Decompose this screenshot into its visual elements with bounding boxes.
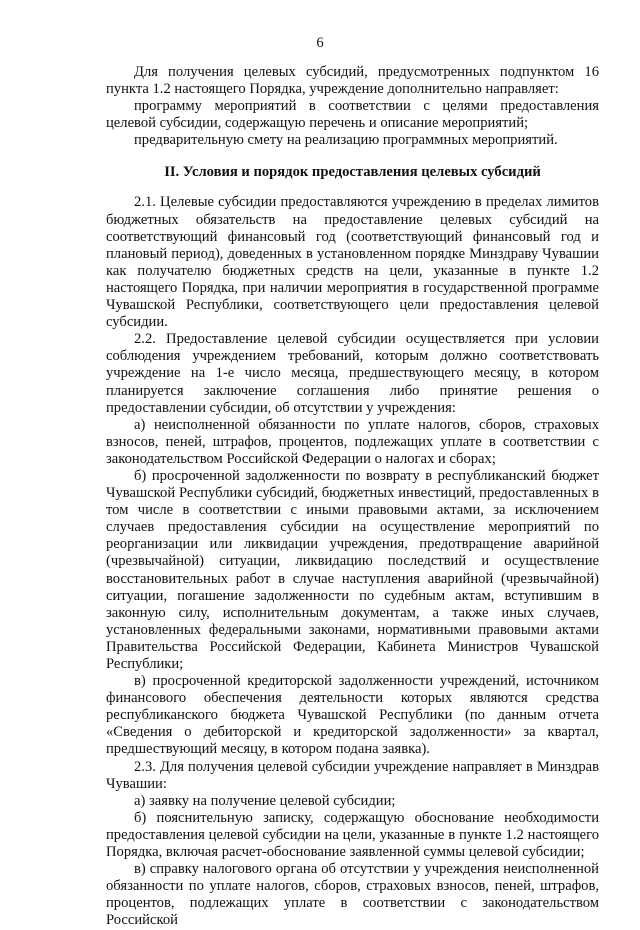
paragraph-program: программу мероприятий в соответствии с целями предоставления целевой субсидии, содержащую перечень и описание мероприятий;: [106, 98, 599, 132]
paragraph-2-3: 2.3. Для получения целевой субсидии учреждение направляет в Минздрав Чувашии:: [106, 758, 599, 792]
page-number: 6: [316, 35, 324, 51]
paragraph-2-2: 2.2. Предоставление целевой субсидии осуществляется при условии соблюдения учреждением требований, которым должно соответствовать учреждение на 1-е число месяца, предшествующего месяцу, в котором планируется заключение соглашения либо принятие решения о предоставлении субсидии, об отсутствии у учреждения:: [106, 331, 599, 416]
paragraph-2-3-v: в) справку налогового органа об отсутствии у учреждения неисполненной обязанности по уплате налогов, сборов, страховых взносов, пеней, штрафов, процентов, подлежащих уплате в соответствии с законодательством Российской: [106, 861, 599, 929]
paragraph-2-3-b: б) пояснительную записку, содержащую обоснование необходимости предоставления целевой субсидии на цели, указанные в пункте 1.2 настоящего Порядка, включая расчет-обоснование заявленной суммы целевой субсидии;: [106, 809, 599, 861]
paragraph-2-2-a: а) неисполненной обязанности по уплате налогов, сборов, страховых взносов, пеней, штрафов, процентов, подлежащих уплате в соответствии с законодательством Российской Федерации о налогах и сборах;: [106, 416, 599, 467]
section-title: II. Условия и порядок предоставления целевых субсидий: [164, 164, 541, 181]
document-body: [106, 64, 599, 930]
paragraph-2-2-b: б) просроченной задолженности по возврату в республиканский бюджет Чувашской Республики субсидий, бюджетных инвестиций, предоставленных в том числе в соответствии с иными правовыми актами, за исключением случаев предоставления субсидии на осуществление мероприятий по реорганизации или ликвидации учреждения, предотвращение аварийной (чрезвычайной) ситуации, ликвидацию последствий и осуществление восстановительных работ в случае наступления аварийной (чрезвычайной) ситуации, погашение задолженности по судебным актам, вступившим в законную силу, исполнительным документам, а также иных случаев, установленных федеральными законами, нормативными правовыми актами Правительства Российской Федерации, Кабинета Министров Чувашской Республики;: [106, 467, 599, 672]
paragraph-estimate: предварительную смету на реализацию программных мероприятий.: [134, 132, 558, 149]
paragraph-2-3-a: а) заявку на получение целевой субсидии;: [134, 792, 396, 809]
paragraph-intro: Для получения целевых субсидий, предусмотренных подпунктом 16 пункта 1.2 настоящего Порядка, учреждение дополнительно направляет:: [106, 64, 599, 98]
paragraph-2-1: 2.1. Целевые субсидии предоставляются учреждению в пределах лимитов бюджетных обязательств на предоставление целевых субсидий на соответствующий финансовый год (соответствующий финансовый год и плановый период), доведенных в установленном порядке Минздраву Чувашии как получателю бюджетных средств на цели, указанные в пункте 1.2 настоящего Порядка, при наличии мероприятия в государственной программе Чувашской Республики, соответствующего цели предоставления целевой субсидии.: [106, 194, 599, 331]
paragraph-2-2-v: в) просроченной кредиторской задолженности учреждений, источником финансового обеспечения деятельности которых являются средства республиканского бюджета Чувашской Республики (по данным отчета «Сведения о дебиторской и кредиторской задолженности» за квартал, предшествующий месяцу, в котором подана заявка).: [106, 673, 599, 758]
